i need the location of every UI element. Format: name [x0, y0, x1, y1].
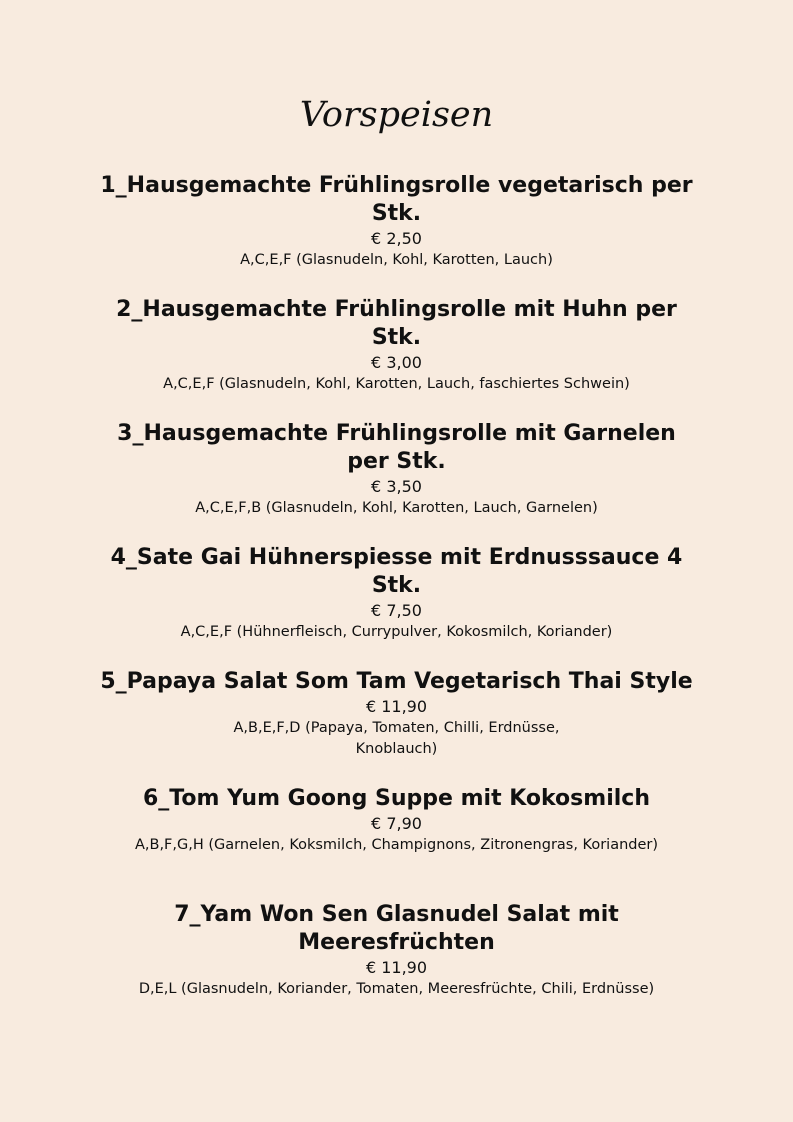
menu-item-description: A,C,E,F (Hühnerfleisch, Currypulver, Kokosmilch, Koriander) [180, 624, 613, 640]
menu-item-name: 7_Yam Won Sen Glasnudel Salat mit Meeresfrüchten [174, 902, 619, 955]
menu-item-name: 6_Tom Yum Goong Suppe mit Kokosmilch [143, 786, 650, 811]
menu-item [96, 668, 697, 760]
menu-item-description: A,C,E,F (Glasnudeln, Kohl, Karotten, Lauch, faschiertes Schwein) [163, 376, 630, 392]
menu-item-price: € 3,50 [371, 477, 422, 496]
menu-item-name: 1_Hausgemachte Frühlingsrolle vegetarisch per Stk. [100, 173, 693, 226]
menu-item-description: A,C,E,F (Glasnudeln, Kohl, Karotten, Lauch) [240, 252, 553, 268]
menu-item-price: € 7,50 [371, 601, 422, 620]
menu-item-description: A,C,E,F,B (Glasnudeln, Kohl, Karotten, Lauch, Garnelen) [195, 500, 598, 516]
menu-item-description: A,B,E,F,D (Papaya, Tomaten, Chilli, Erdnüsse, Knoblauch) [233, 720, 560, 757]
page-title: Vorspeisen [299, 95, 494, 135]
menu-item [96, 172, 697, 271]
menu-item [96, 296, 697, 395]
menu-item-description: A,B,F,G,H (Garnelen, Koksmilch, Champignons, Zitronengras, Koriander) [134, 837, 659, 853]
menu-item-price: € 2,50 [371, 229, 422, 248]
menu-item-price: € 3,00 [371, 353, 422, 372]
menu-item-description: D,E,L (Glasnudeln, Koriander, Tomaten, Meeresfrüchte, Chili, Erdnüsse) [138, 981, 655, 997]
menu-item [96, 785, 697, 856]
menu-item-name: 5_Papaya Salat Som Tam Vegetarisch Thai Style [100, 669, 693, 694]
menu-item [96, 420, 697, 519]
menu-item-name: 3_Hausgemachte Frühlingsrolle mit Garnelen per Stk. [117, 421, 676, 474]
menu-item [96, 544, 697, 643]
menu-item-price: € 7,90 [371, 814, 422, 833]
menu-item [86, 901, 707, 1000]
menu-item-name: 2_Hausgemachte Frühlingsrolle mit Huhn per Stk. [116, 297, 677, 350]
menu-item-price: € 11,90 [365, 958, 428, 977]
menu-item-price: € 11,90 [365, 697, 428, 716]
menu-item-name: 4_Sate Gai Hühnerspiesse mit Erdnusssauce 4 Stk. [110, 545, 683, 598]
